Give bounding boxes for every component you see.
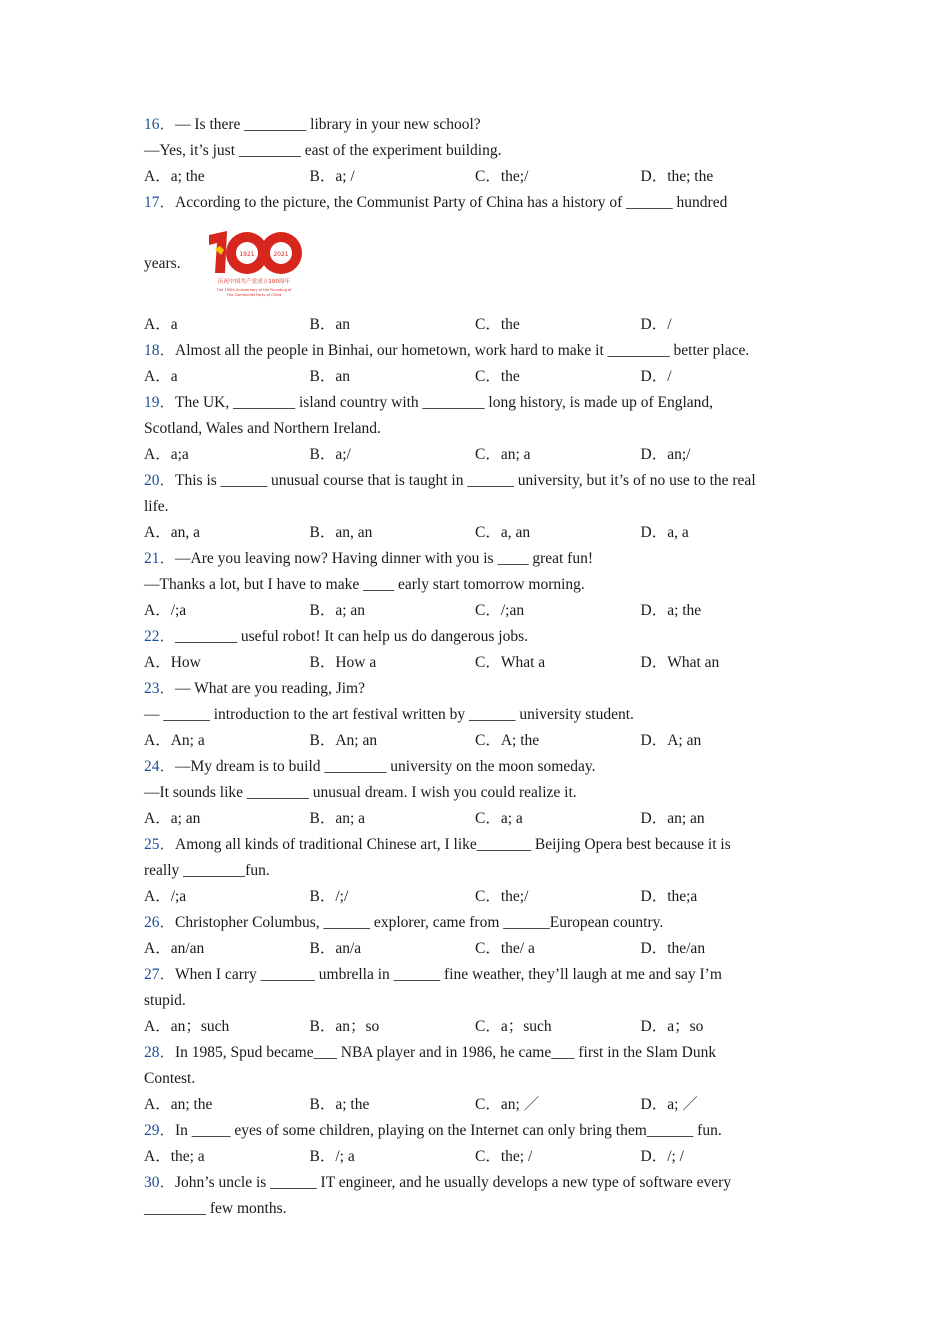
option-d[interactable]: D．the/an xyxy=(640,940,706,957)
option-a[interactable]: A．an; the xyxy=(144,1096,213,1113)
option-a[interactable]: A．/;a xyxy=(144,888,187,905)
question-text: —It sounds like ________ unusual dream. I wish you could realize it. xyxy=(144,784,577,801)
logo-caption-cn: 庆祝中国共产党成立100周年 xyxy=(217,279,290,285)
question-number: 20． xyxy=(144,472,176,489)
option-a[interactable]: A．a; an xyxy=(144,810,201,827)
option-a[interactable]: A．an, a xyxy=(144,524,200,541)
option-a[interactable]: A．a xyxy=(144,316,178,333)
option-d[interactable]: D．A; an xyxy=(640,732,702,749)
option-d[interactable]: D．a; the xyxy=(640,602,702,619)
question-text: years. xyxy=(144,255,181,272)
options-row xyxy=(144,1144,812,1170)
question-20 xyxy=(144,468,812,546)
option-b[interactable]: B．a; the xyxy=(309,1096,370,1113)
option-b[interactable]: B．a;/ xyxy=(309,446,351,463)
question-image-row xyxy=(144,216,812,312)
question-26 xyxy=(144,910,812,962)
option-a[interactable]: A．How xyxy=(144,654,201,671)
option-b[interactable]: B．How a xyxy=(309,654,377,671)
option-a[interactable]: A．/;a xyxy=(144,602,187,619)
option-d[interactable]: D．a; ／ xyxy=(640,1096,698,1113)
option-d[interactable]: D．/ xyxy=(640,368,672,385)
option-d[interactable]: D．the; the xyxy=(640,168,714,185)
question-29 xyxy=(144,1118,812,1170)
options-row xyxy=(144,1092,812,1118)
question-text: stupid. xyxy=(144,992,186,1009)
logo-caption-en-2: The Communist Party of China xyxy=(226,293,281,297)
question-text: —Yes, it’s just ________ east of the experiment building. xyxy=(144,142,502,159)
cpc-100th-anniversary-logo xyxy=(205,227,303,301)
question-text: —Thanks a lot, but I have to make ____ early start tomorrow morning. xyxy=(144,576,585,593)
option-c[interactable]: C．a；such xyxy=(475,1018,552,1035)
question-text: 28．In 1985, Spud became___ NBA player and in 1986, he came___ first in the Slam Dunk xyxy=(144,1044,717,1061)
question-number: 22． xyxy=(144,628,176,645)
question-page xyxy=(144,112,812,1222)
question-number: 19． xyxy=(144,394,176,411)
question-number: 18． xyxy=(144,342,176,359)
option-d[interactable]: D．/ xyxy=(640,316,672,333)
question-number: 30． xyxy=(144,1174,176,1191)
option-d[interactable]: D．What an xyxy=(640,654,720,671)
option-b[interactable]: B．/;/ xyxy=(309,888,349,905)
question-16 xyxy=(144,112,812,190)
option-c[interactable]: C．the/ a xyxy=(475,940,535,957)
option-a[interactable]: A．the; a xyxy=(144,1148,205,1165)
option-c[interactable]: C．the xyxy=(475,368,520,385)
question-text: 22．________ useful robot! It can help us do dangerous jobs. xyxy=(144,628,529,645)
question-text: 24．—My dream is to build ________ university on the moon someday. xyxy=(144,758,596,775)
question-text: 18．Almost all the people in Binhai, our hometown, work hard to make it ________ better place. xyxy=(144,342,750,359)
option-d[interactable]: D．an;/ xyxy=(640,446,691,463)
option-c[interactable]: C．the xyxy=(475,316,520,333)
option-b[interactable]: B．/; a xyxy=(309,1148,355,1165)
question-text: 26．Christopher Columbus, ______ explorer, came from ______European country. xyxy=(144,914,664,931)
option-b[interactable]: B．an；so xyxy=(309,1018,380,1035)
question-22 xyxy=(144,624,812,676)
question-text: ________ few months. xyxy=(144,1200,287,1217)
question-text: Contest. xyxy=(144,1070,196,1087)
question-text: life. xyxy=(144,498,169,515)
question-text: 19．The UK, ________ island country with ________ long history, is made up of England, xyxy=(144,394,714,411)
question-number: 24． xyxy=(144,758,176,775)
options-row xyxy=(144,728,812,754)
option-d[interactable]: D．the;a xyxy=(640,888,698,905)
question-number: 16． xyxy=(144,116,176,133)
options-row xyxy=(144,598,812,624)
question-text: 25．Among all kinds of traditional Chinese art, I like_______ Beijing Opera best because it is xyxy=(144,836,731,853)
option-c[interactable]: C．the;/ xyxy=(475,888,529,905)
question-text: 29．In _____ eyes of some children, playing on the Internet can only bring them______ fun. xyxy=(144,1122,722,1139)
question-text: 20．This is ______ unusual course that is taught in ______ university, but it’s of no use to the real xyxy=(144,472,756,489)
question-number: 27． xyxy=(144,966,176,983)
options-row xyxy=(144,936,812,962)
option-c[interactable]: C．A; the xyxy=(475,732,540,749)
question-number: 21． xyxy=(144,550,176,567)
option-c[interactable]: C．What a xyxy=(475,654,546,671)
option-b[interactable]: B．an; a xyxy=(309,810,366,827)
option-a[interactable]: A．an；such xyxy=(144,1018,230,1035)
option-b[interactable]: B．An; an xyxy=(309,732,378,749)
options-row xyxy=(144,520,812,546)
question-number: 29． xyxy=(144,1122,176,1139)
logo-year-right: 2021 xyxy=(272,251,289,258)
option-a[interactable]: A．a; the xyxy=(144,168,205,185)
option-c[interactable]: C．the;/ xyxy=(475,168,529,185)
option-c[interactable]: C．an; a xyxy=(475,446,531,463)
option-b[interactable]: B．an xyxy=(309,368,350,385)
option-a[interactable]: A．a xyxy=(144,368,178,385)
option-b[interactable]: B．a; / xyxy=(309,168,355,185)
option-c[interactable]: C．a; a xyxy=(475,810,523,827)
question-text: really ________fun. xyxy=(144,862,270,879)
option-d[interactable]: D．a；so xyxy=(640,1018,704,1035)
options-row xyxy=(144,650,812,676)
option-c[interactable]: C．an; ／ xyxy=(475,1096,540,1113)
question-text: 30．John’s uncle is ______ IT engineer, and he usually develops a new type of software every xyxy=(144,1174,732,1191)
option-d[interactable]: D．/; / xyxy=(640,1148,684,1165)
logo-caption-en-1: The 100th Anniversary of the Founding of xyxy=(216,288,292,292)
question-19 xyxy=(144,390,812,468)
question-text: 21．—Are you leaving now? Having dinner with you is ____ great fun! xyxy=(144,550,593,567)
question-number: 25． xyxy=(144,836,176,853)
options-row xyxy=(144,364,812,390)
option-b[interactable]: B．an/a xyxy=(309,940,362,957)
question-21 xyxy=(144,546,812,624)
question-number: 26． xyxy=(144,914,176,931)
option-c[interactable]: C．a, an xyxy=(475,524,531,541)
question-text: 17．According to the picture, the Communist Party of China has a history of ______ hundred xyxy=(144,194,728,211)
option-c[interactable]: C．the; / xyxy=(475,1148,533,1165)
option-a[interactable]: A．an/an xyxy=(144,940,205,957)
question-text: — ______ introduction to the art festival written by ______ university student. xyxy=(144,706,634,723)
question-24 xyxy=(144,754,812,832)
options-row xyxy=(144,1014,812,1040)
option-c[interactable]: C．/;an xyxy=(475,602,525,619)
option-d[interactable]: D．an; an xyxy=(640,810,705,827)
option-a[interactable]: A．An; a xyxy=(144,732,205,749)
options-row xyxy=(144,806,812,832)
question-17 xyxy=(144,190,812,338)
options-row xyxy=(144,442,812,468)
question-28 xyxy=(144,1040,812,1118)
question-27 xyxy=(144,962,812,1040)
option-b[interactable]: B．a; an xyxy=(309,602,366,619)
question-text: Scotland, Wales and Northern Ireland. xyxy=(144,420,381,437)
logo-year-left: 1921 xyxy=(238,251,255,258)
question-number: 23． xyxy=(144,680,176,697)
question-text: 27．When I carry _______ umbrella in ______ fine weather, they’ll laugh at me and say I’m xyxy=(144,966,722,983)
options-row xyxy=(144,164,812,190)
option-b[interactable]: B．an, an xyxy=(309,524,373,541)
option-b[interactable]: B．an xyxy=(309,316,350,333)
option-a[interactable]: A．a;a xyxy=(144,446,189,463)
question-text: 16．— Is there ________ library in your new school? xyxy=(144,116,481,133)
question-30 xyxy=(144,1170,812,1222)
options-row xyxy=(144,312,812,338)
options-row xyxy=(144,884,812,910)
question-18 xyxy=(144,338,812,390)
question-25 xyxy=(144,832,812,910)
question-number: 17． xyxy=(144,194,176,211)
question-23 xyxy=(144,676,812,754)
question-number: 28． xyxy=(144,1044,176,1061)
option-d[interactable]: D．a, a xyxy=(640,524,689,541)
question-text: 23．— What are you reading, Jim? xyxy=(144,680,365,697)
